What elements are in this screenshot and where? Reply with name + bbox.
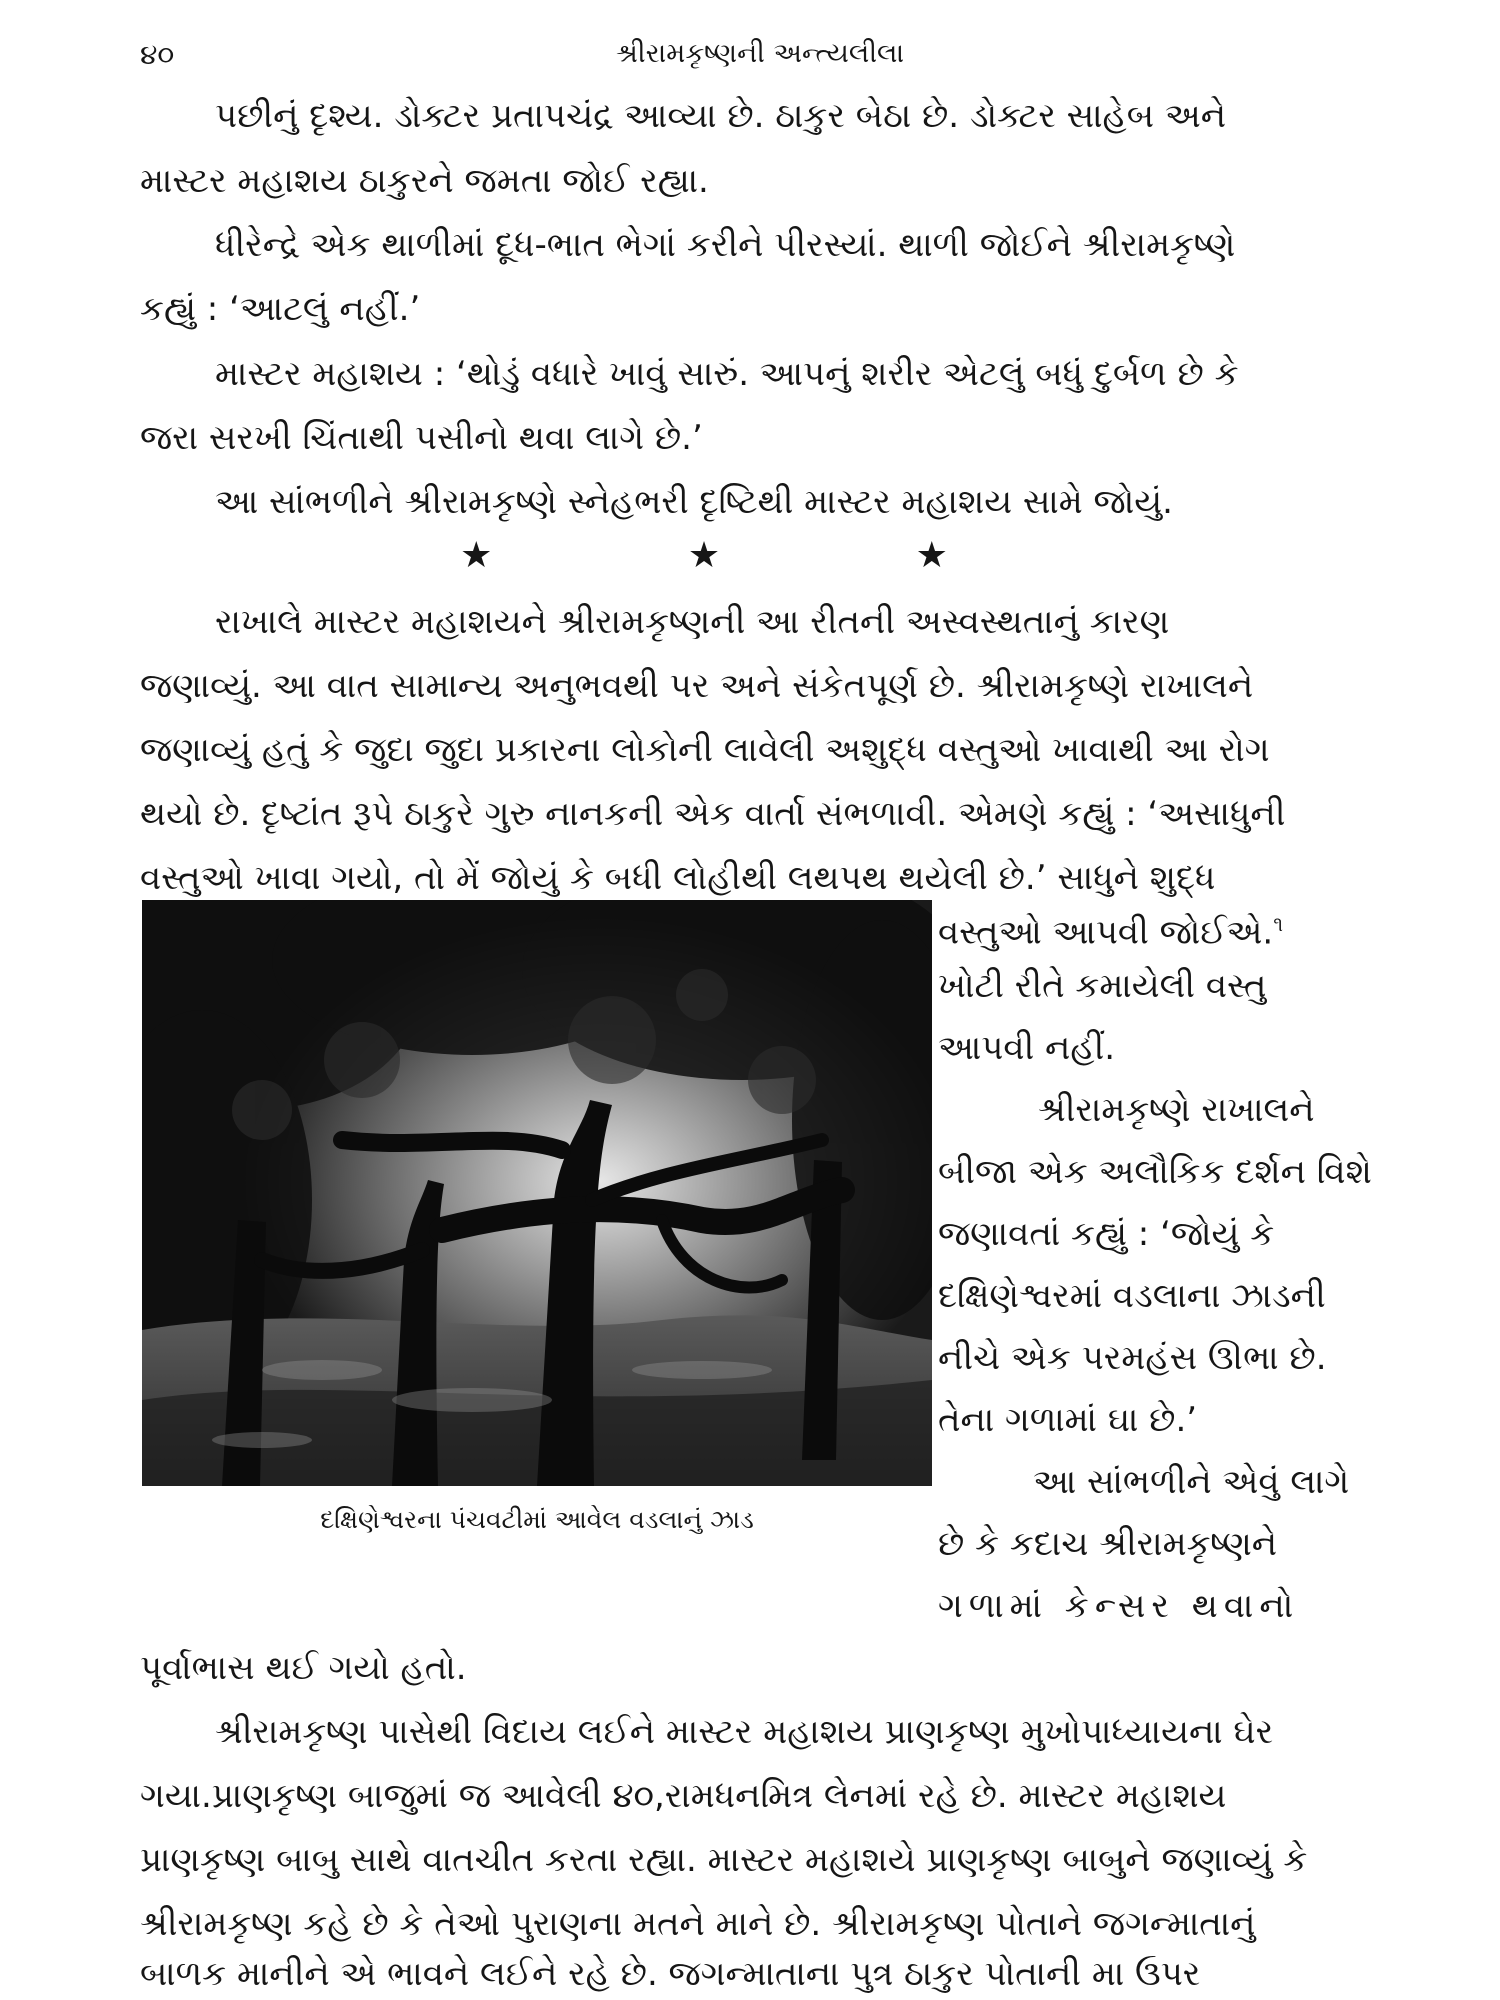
text-line: રાખાલે માસ્ટર મહાશયને શ્રીરામકૃષ્ણની આ રીતની અસ્વસ્થતાનું કારણ (215, 602, 1170, 642)
running-title: શ્રીરામકૃષ્ણની અન્ત્યલીલા (615, 38, 905, 69)
page-number: ૪૦ (140, 38, 175, 71)
text-line: માસ્ટર મહાશય ઠાકુરને જમતા જોઈ રહ્યા. (140, 161, 709, 201)
text-line: શ્રીરામકૃષ્ણે રાખાલને (1038, 1090, 1315, 1130)
text-line: શ્રીરામકૃષ્ણ પાસેથી વિદાય લઈને માસ્ટર મહાશય પ્રાણકૃષ્ણ મુખોપાધ્યાયના ઘેર (215, 1712, 1274, 1752)
text-line: પૂર્વાભાસ થઈ ગયો હતો. (140, 1648, 467, 1688)
text-line: આ સાંભળીને શ્રીરામકૃષ્ણે સ્નેહભરી દૃષ્ટિથી માસ્ટર મહાશય સામે જોયું. (215, 482, 1173, 522)
text-line: જણાવ્યું. આ વાત સામાન્ય અનુભવથી પર અને સંકેતપૂર્ણ છે. શ્રીરામકૃષ્ણે રાખાલને (140, 666, 1254, 706)
text-line: જરા સરખી ચિંતાથી પસીનો થવા લાગે છે.’ (140, 418, 703, 458)
photo-caption: દક્ષિણેશ્વરના પંચવટીમાં આવેલ વડલાનું ઝાડ (320, 1505, 754, 1534)
text-line: જણાવ્યું હતું કે જુદા જુદા પ્રકારના લોકોની લાવેલી અશુદ્ધ વસ્તુઓ ખાવાથી આ રોગ (140, 730, 1270, 770)
text-line: શ્રીરામકૃષ્ણ કહે છે કે તેઓ પુરાણના મતને માને છે. શ્રીરામકૃષ્ણ પોતાને જગન્માતાનું (140, 1904, 1256, 1944)
banyan-tree-photo (142, 900, 932, 1486)
text-line: છે કે કદાચ શ્રીરામકૃષ્ણને (938, 1524, 1278, 1564)
text-line: આપવી નહીં. (938, 1028, 1116, 1068)
footnote-marker: ૧ (1273, 912, 1284, 936)
text-line: ગળામાં કેન્સર થવાનો (938, 1586, 1300, 1626)
section-separator: ★ ★ ★ (460, 535, 1040, 576)
text-line: જણાવતાં કહ્યું : ‘જોયું કે (938, 1214, 1275, 1254)
text-line: આ સાંભળીને એવું લાગે (1033, 1462, 1350, 1502)
text-line: ધીરેન્દ્રે એક થાળીમાં દૂધ-ભાત ભેગાં કરીને પીરસ્યાં. થાળી જોઈને શ્રીરામકૃષ્ણે (215, 225, 1236, 265)
text-line: કહ્યું : ‘આટલું નહીં.’ (140, 289, 421, 329)
text-line: બાળક માનીને એ ભાવને લઈને રહે છે. જગન્માતાના પુત્ર ઠાકુર પોતાની મા ઉપર (140, 1954, 1201, 1994)
text-line (938, 900, 1380, 956)
text-line: માસ્ટર મહાશય : ‘થોડું વધારે ખાવું સારું. આપનું શરીર એટલું બધું દુર્બળ છે કે (215, 354, 1239, 394)
text-line: પછીનું દૃશ્ય. ડોક્ટર પ્રતાપચંદ્ર આવ્યા છે. ઠાકુર બેઠા છે. ડોક્ટર સાહેબ અને (215, 96, 1227, 136)
text-line: ખોટી રીતે કમાયેલી વસ્તુ (938, 966, 1267, 1006)
text-line: નીચે એક પરમહંસ ઊભા છે. (938, 1338, 1327, 1378)
text-line: પ્રાણકૃષ્ણ બાબુ સાથે વાતચીત કરતા રહ્યા. માસ્ટર મહાશયે પ્રાણકૃષ્ણ બાબુને જણાવ્યું કે (140, 1840, 1308, 1880)
page-header (140, 38, 1380, 78)
text-line: બીજા એક અલૌકિક દર્શન વિશે (938, 1152, 1372, 1192)
text-line: દક્ષિણેશ્વરમાં વડલાના ઝાડની (938, 1276, 1326, 1316)
text-line: ગયા.પ્રાણકૃષ્ણ બાજુમાં જ આવેલી ૪૦,રામધનમિત્ર લેનમાં રહે છે. માસ્ટર મહાશય (140, 1776, 1227, 1816)
text-line: તેના ગળામાં ઘા છે.’ (938, 1400, 1198, 1440)
text-fragment: વસ્તુઓ આપવી જોઈએ. (938, 912, 1274, 953)
text-line: થયો છે. દૃષ્ટાંત રૂપે ઠાકુરે ગુરુ નાનકની એક વાર્તા સંભળાવી. એમણે કહ્યું : ‘અસાધુની (140, 794, 1286, 834)
text-line: વસ્તુઓ ખાવા ગયો, તો મેં જોયું કે બધી લોહીથી લથપથ થયેલી છે.’ સાધુને શુદ્ધ (140, 858, 1216, 898)
